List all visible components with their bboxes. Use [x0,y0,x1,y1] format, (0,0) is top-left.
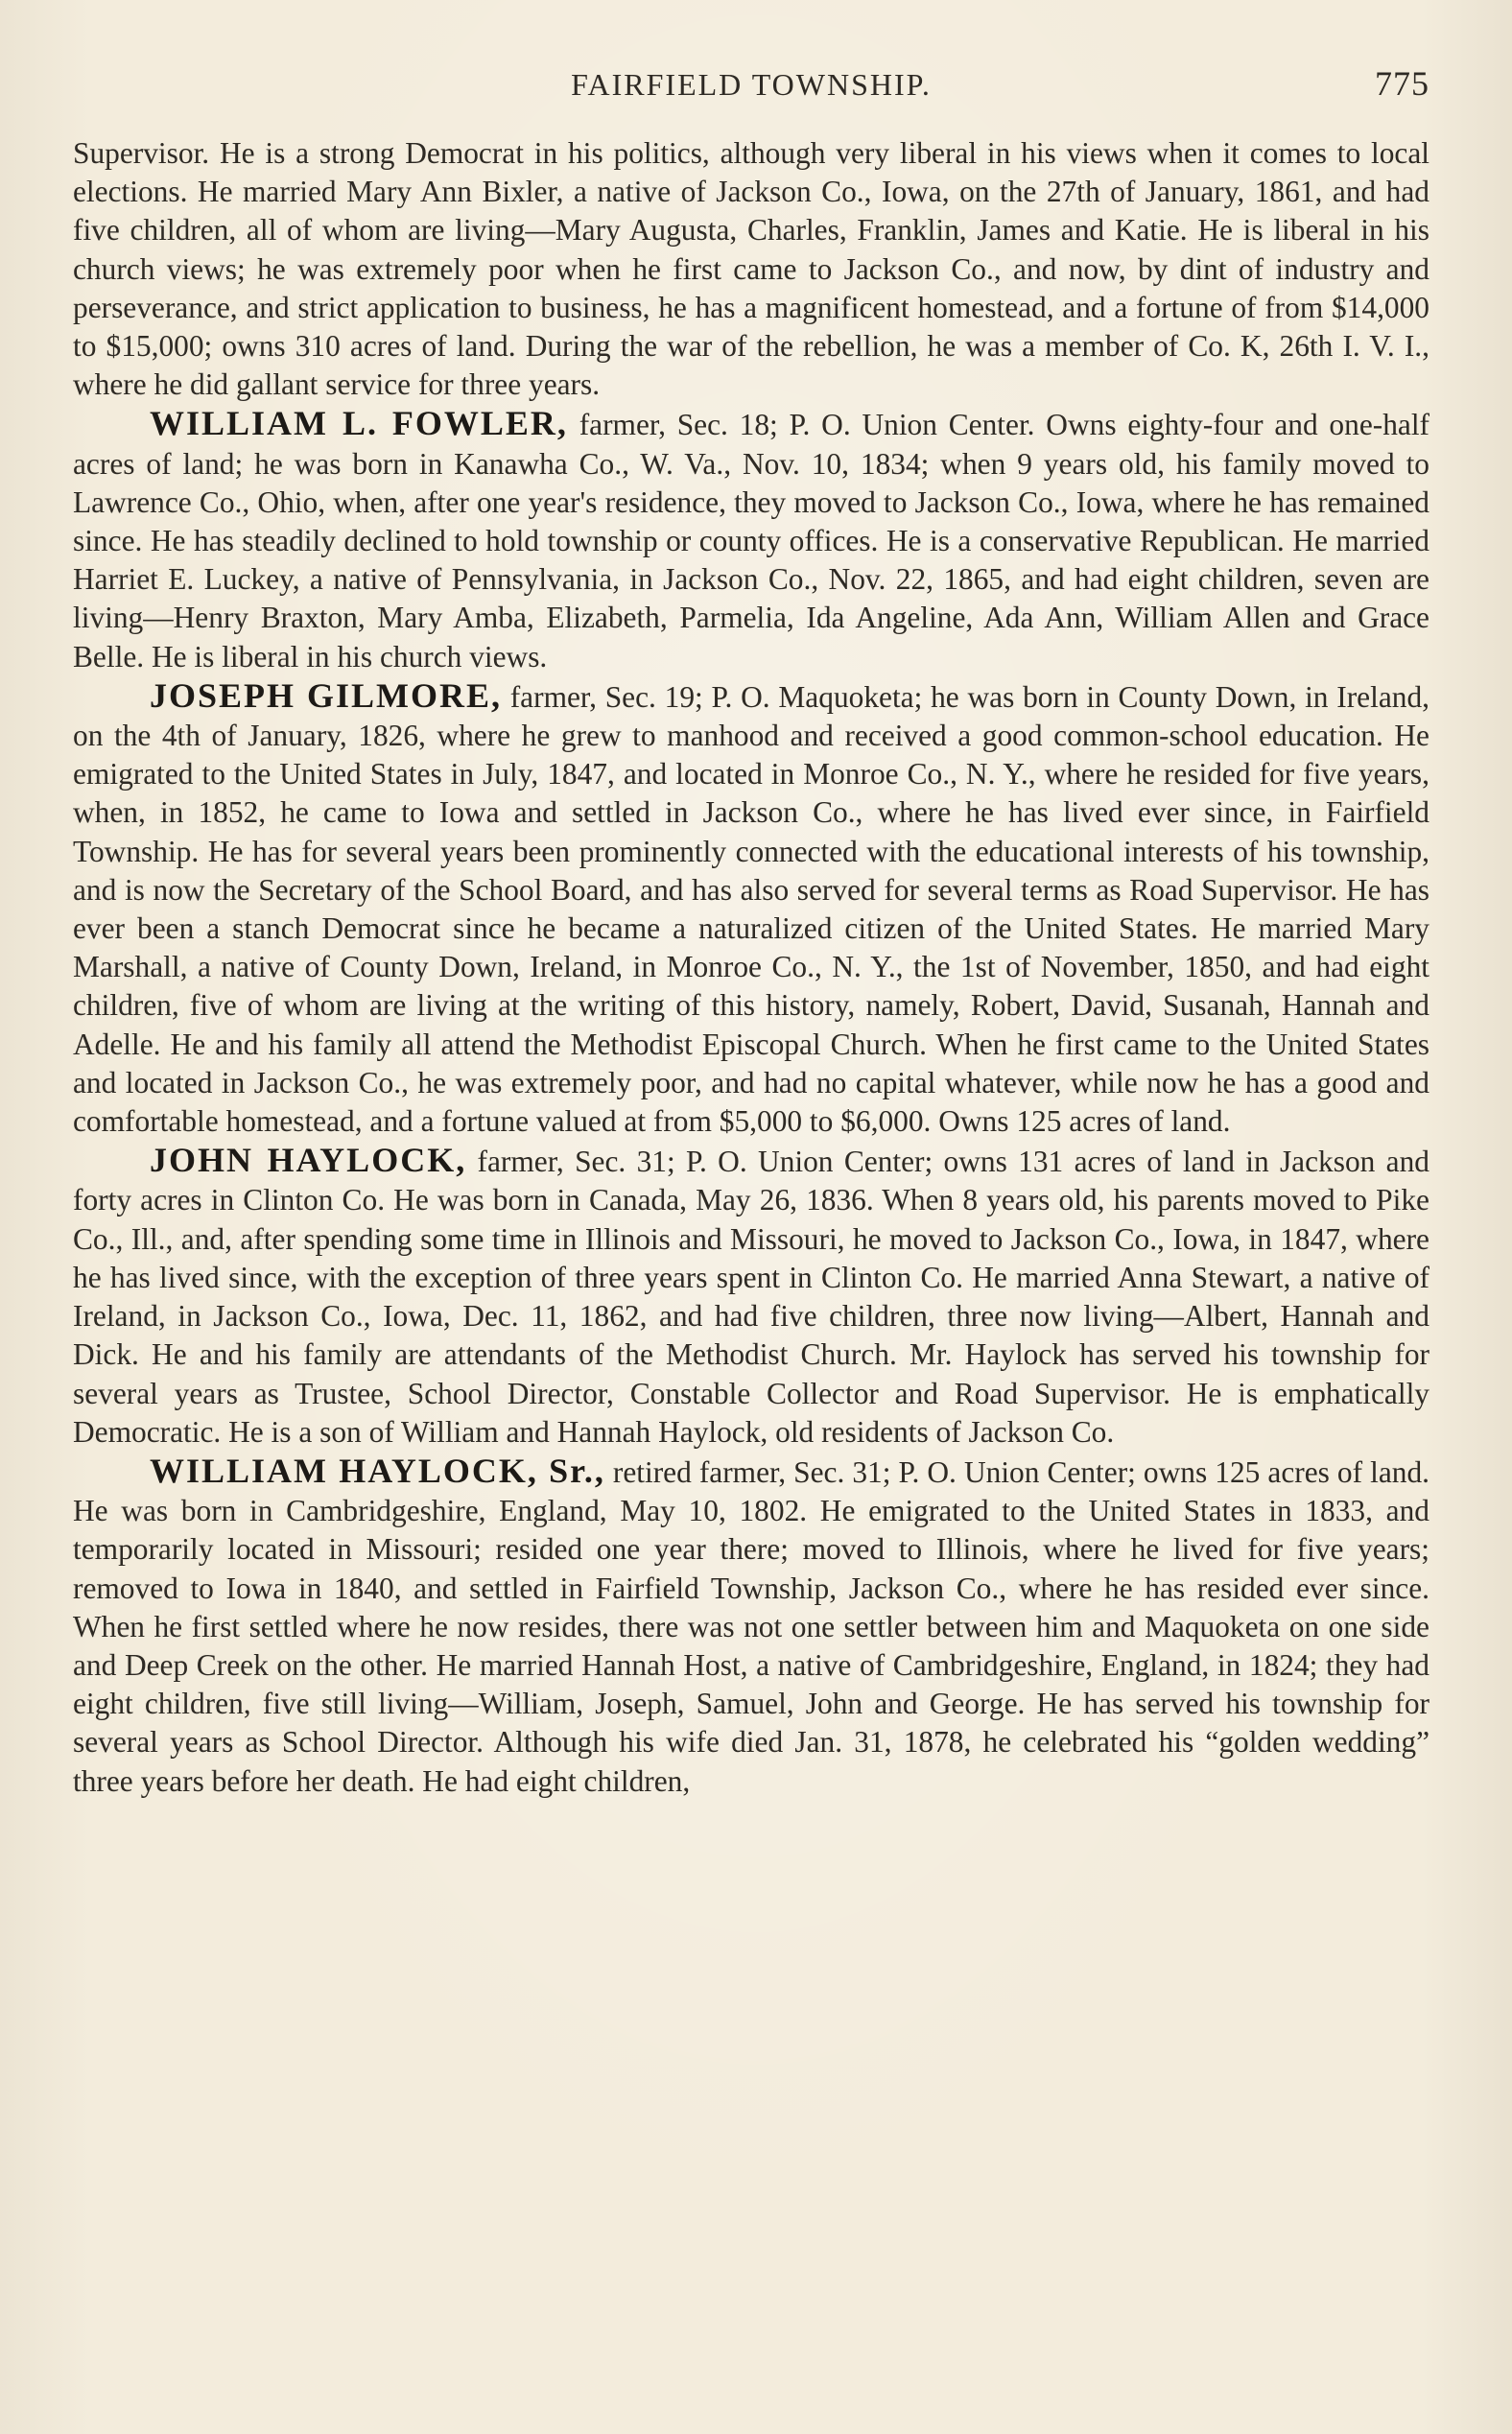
biography-entry-john-haylock [73,1141,1429,1452]
entry-name: WILLIAM L. FOWLER, [150,404,568,443]
continued-paragraph: Supervisor. He is a strong Democrat in his politics, although very liberal in his views when it comes to local elections. He married Mary Ann Bixler, a native of Jackson Co., Iowa, on the 27th of January, 1861, and had five children, all of whom are living—Mary Augusta, Charles, Franklin, James and Katie. He is liberal in his church views; he was extremely poor when he first came to Jackson Co., and now, by dint of industry and perseverance, and strict application to business, he has a magnificent homestead, and a fortune of from $14,000 to $15,000; owns 310 acres of land. During the war of the rebellion, he was a member of Co. K, 26th I. V. I., where he did gallant service for three years. [73,136,1429,402]
entry-text: farmer, Sec. 31; P. O. Union Center; owns 131 acres of land in Jackson and forty acres in Clinton Co. He was born in Canada, May 26, 1836. When 8 years old, his parents moved to Pike Co., Ill., and, after spending some time in Illinois and Missouri, he moved to Jackson Co., Iowa, in 1847, where he has lived since, with the exception of three years spent in Clinton Co. He married Anna Stewart, a native of Ireland, in Jackson Co., Iowa, Dec. 11, 1862, and had five children, three now living—Albert, Hannah and Dick. He and his family are attendants of the Methodist Church. Mr. Haylock has served his township for several years as Trustee, School Director, Constable Collector and Road Supervisor. He is emphatically Democratic. He is a son of William and Hannah Haylock, old residents of Jackson Co. [73,1145,1429,1449]
entry-text: retired farmer, Sec. 31; P. O. Union Center; owns 125 acres of land. He was born in Cambridgeshire, England, May 10, 1802. He emigrated to the United States in 1833, and temporarily located in Missouri; resided one year there; moved to Illinois, where he lived for five years; removed to Iowa in 1840, and settled in Fairfield Township, Jackson Co., where he has resided ever since. When he first settled where he now resides, there was not one settler between him and Maquoketa on one side and Deep Creek on the other. He married Hannah Host, a native of Cambridgeshire, England, in 1824; they had eight children, five still living—William, Joseph, Samuel, John and George. He has served his township for several years as School Director. Although his wife died Jan. 31, 1878, he celebrated his “golden wedding” three years before her death. He had eight children, [73,1454,1429,1798]
body-text [73,134,1429,1801]
entry-name: WILLIAM HAYLOCK, Sr., [150,1451,605,1490]
running-header [73,63,1429,109]
page-number: 775 [1375,64,1429,103]
biography-entry-william-haylock [73,1452,1429,1801]
biography-entry-fowler [73,404,1429,675]
running-title: FAIRFIELD TOWNSHIP. [571,67,932,102]
entry-name: JOHN HAYLOCK, [150,1141,467,1180]
biography-entry-gilmore [73,676,1429,1141]
entry-text: farmer, Sec. 19; P. O. Maquoketa; he was born in County Down, in Ireland, on the 4th of January, 1826, where he grew to manhood and received a good common-school education. He emigrated to the United States in July, 1847, and located in Monroe Co., N. Y., where he resided for five years, when, in 1852, he came to Iowa and settled in Jackson Co., where he has lived ever since, in Fairfield Township. He has for several years been prominently connected with the educational interests of his township, and is now the Secretary of the School Board, and has also served for several terms as Road Supervisor. He has ever been a stanch Democrat since he became a naturalized citizen of the United States. He married Mary Marshall, a native of County Down, Ireland, in Monroe Co., N. Y., the 1st of November, 1850, and had eight children, five of whom are living at the writing of this history, namely, Robert, David, Susanah, Hannah and Adelle. He and his family all attend the Methodist Episcopal Church. When he first came to the United States and located in Jackson Co., he was extremely poor, and had no capital whatever, while now he has a good and comfortable homestead, and a fortune valued at from $5,000 to $6,000. Owns 125 acres of land. [73,679,1429,1139]
entry-name: JOSEPH GILMORE, [150,675,502,715]
entry-text: farmer, Sec. 18; P. O. Union Center. Owns eighty-four and one-half acres of land; he was born in Kanawha Co., W. Va., Nov. 10, 1834; when 9 years old, his family moved to Lawrence Co., Ohio, when, after one year's residence, they moved to Jackson Co., Iowa, where he has remained since. He has steadily declined to hold township or county offices. He is a conservative Republican. He married Harriet E. Luckey, a native of Pennsylvania, in Jackson Co., Nov. 22, 1865, and had eight children, seven are living—Henry Braxton, Mary Amba, Elizabeth, Parmelia, Ida Angeline, Ada Ann, William Allen and Grace Belle. He is liberal in his church views. [73,408,1430,673]
